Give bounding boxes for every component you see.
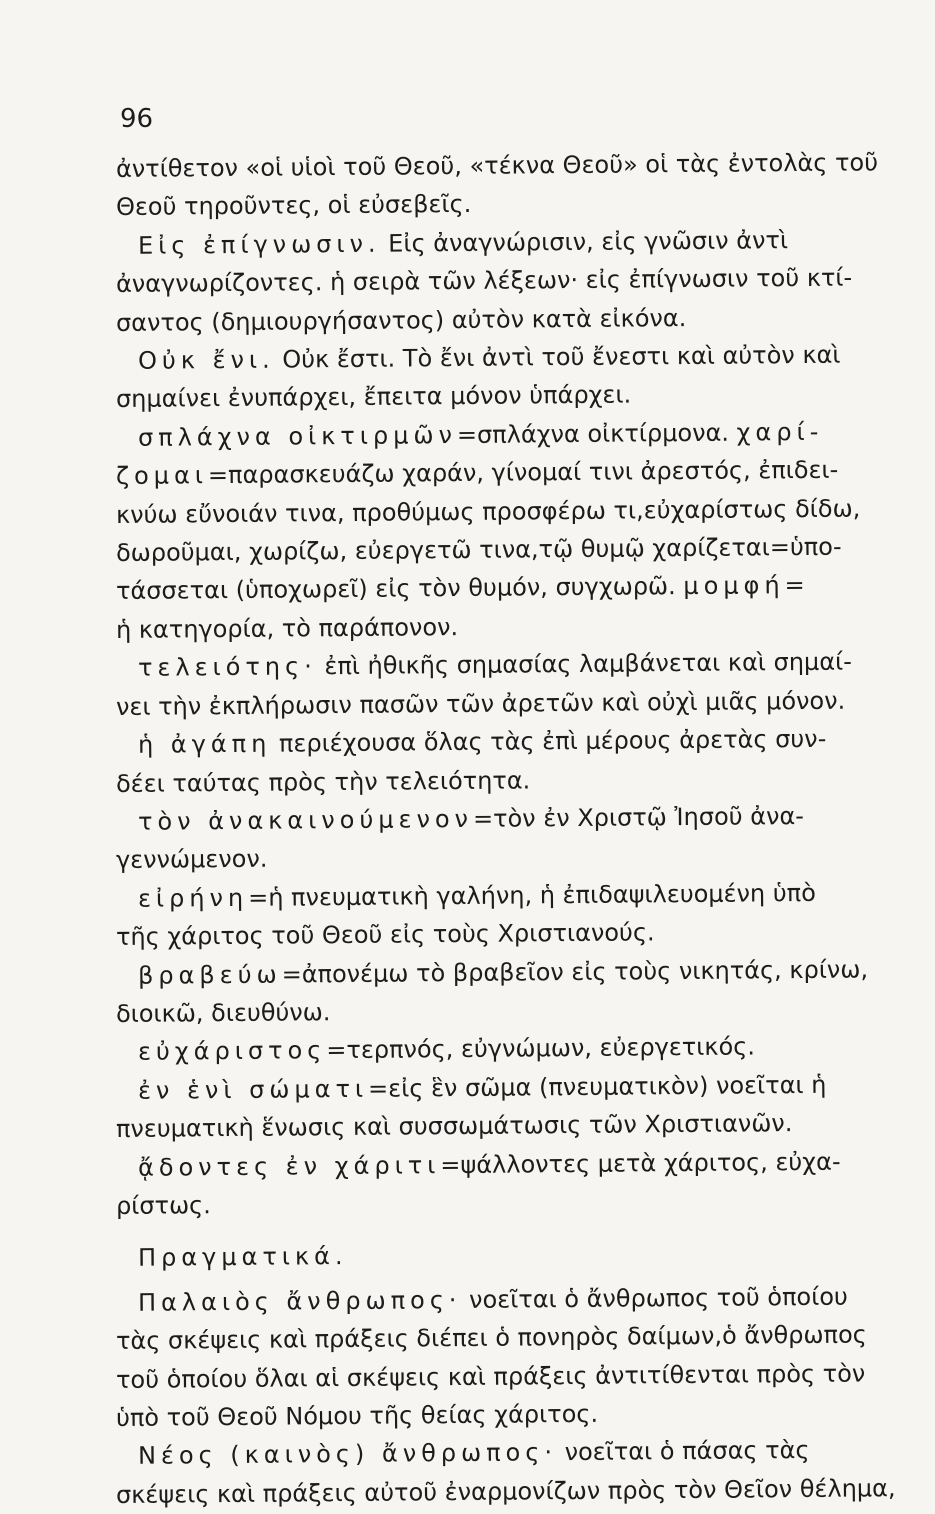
spaced-term: Νέος (καινὸς) ἄνθρωπος· [137, 1438, 558, 1471]
spaced-term: ζομαι [115, 461, 209, 491]
line-text: =σπλάχνα οἰκτίρμονα. [456, 418, 737, 449]
line-text: σαντος (δημιουργήσαντος) αὐτὸν κατὰ εἰκόνα. [115, 303, 687, 337]
line-text: ρίστως. [115, 1191, 211, 1220]
line-text: Θεοῦ τηροῦντες, οἱ εὐσεβεῖς. [115, 190, 472, 222]
line-text: =εἰς ἓν σῶμα (πνευματικὸν) νοεῖται ἡ [367, 1070, 827, 1103]
line-text: =τερπνός, εὐγνώμων, εὐεργετικός. [326, 1032, 756, 1065]
text-line [116, 719, 896, 764]
spaced-term: Εἰς ἐπίγνωσιν. [137, 229, 381, 260]
line-text: ἀναγνωρίζοντες. ἡ σειρὰ τῶν λέξεων· εἰς ἐπίγνωσιν τοῦ κτί- [115, 263, 853, 299]
spaced-term: σπλάχνα οἰκτιρμῶν [137, 420, 458, 452]
line-text: σημαίνει ἐνυπάρχει, ἔπειτα μόνον ὑπάρχει. [115, 380, 632, 414]
line-text: νει τὴν ἐκπλήρωσιν πασῶν τῶν ἀρετῶν καὶ οὐχὶ μιᾶς μόνον. [115, 686, 846, 721]
line-text: =τὸν ἐν Χριστῷ Ἰησοῦ ἀνα- [472, 801, 805, 833]
line-text: τάσσεται (ὑποχωρεῖ) εἰς τὸν θυμόν, συγχωρῶ. [115, 572, 684, 606]
line-text: διοικῶ, διευθύνω. [115, 998, 331, 1028]
text-line [116, 1142, 896, 1187]
line-text: νοεῖται ὁ ἄνθρωπος τοῦ ὁποίου [461, 1282, 848, 1314]
line-text: τοῦ ὁποίου ὅλαι αἱ σκέψεις καὶ πράξεις ἀντιτίθενται πρὸς τὸν [115, 1359, 866, 1394]
text-line [116, 374, 896, 419]
page-number: 96 [120, 104, 154, 134]
line-text: τὰς σκέψεις καὶ πράξεις διέπει ὁ πονηρὸς δαίμων,ὁ ἄνθρωπος [115, 1320, 867, 1356]
line-text: = [784, 571, 805, 600]
line-text: σκέψεις καὶ πράξεις αὐτοῦ ἐναρμονίζων πρὸς τὸν Θεῖον θέλημα, [115, 1474, 896, 1509]
spaced-term: τὸν ἀνακαινούμενον [137, 804, 474, 836]
spaced-term: Οὐκ ἔνι. [137, 345, 275, 375]
spaced-term: εὐχάριστος [137, 1036, 327, 1067]
spaced-term: Παλαιὸς ἄνθρωπος· [137, 1285, 462, 1317]
glossary-section [116, 150, 896, 1225]
line-text: Εἰς ἀναγνώρισιν, εἰς γνῶσιν ἀντὶ [380, 225, 789, 258]
line-text: γεννώμενον. [115, 844, 268, 875]
line-text: ἐπὶ ἠθικῆς σημασίας λαμβάνεται καὶ σημαί- [316, 647, 852, 681]
text-line [116, 1354, 896, 1399]
spaced-term: ᾄδοντες ἐν χάριτι [137, 1150, 441, 1182]
line-text: ἡ κατηγορία, τὸ παράπονον. [115, 612, 459, 644]
text-line [116, 1431, 896, 1476]
line-text: =ἡ πνευματικὴ γαλήνη, ἡ ἐπιδαψιλευομένη ὑπὸ [248, 878, 816, 912]
spaced-term: τελειότης· [137, 652, 317, 683]
spaced-term: ἐν ἑνὶ σώματι [137, 1074, 369, 1105]
text-line [116, 1315, 896, 1360]
line-text: ὑπὸ τοῦ Θεοῦ Νόμου τῆς θείας χάριτος. [115, 1399, 599, 1432]
line-text: νοεῖται ὁ πάσας τὰς [556, 1436, 810, 1467]
pragmatika-section [116, 1284, 896, 1514]
line-text: Οὐκ ἔστι. Τὸ ἔνι ἀντὶ τοῦ ἔνεστι καὶ αὐτὸν καὶ [274, 340, 841, 374]
line-text: =ἀπονέμω τὸ βραβεῖον εἰς τοὺς νικητάς, κρίνω, [281, 954, 869, 989]
text-line [116, 566, 896, 611]
line-text: =παρασκευάζω χαράν, γίνομαί τινι ἀρεστός, ἐπιδει- [207, 455, 839, 490]
text-line [116, 758, 896, 803]
text-line [116, 911, 896, 956]
text-line [116, 950, 896, 995]
spaced-term: χαρί- [736, 417, 824, 447]
text-line [116, 182, 896, 227]
text-line [116, 642, 896, 687]
line-text: ἀντίθετον «οἱ υἱοὶ τοῦ Θεοῦ, «τέκνα Θεοῦ» οἱ τὰς ἐντολὰς τοῦ [115, 148, 879, 183]
text-line [116, 450, 896, 495]
text-line [116, 258, 896, 303]
text-line [116, 1027, 896, 1072]
line-text: περιέχουσα ὅλας τὰς ἐπὶ μέρους ἀρετὰς συν- [271, 724, 827, 758]
text-line [116, 1103, 896, 1148]
line-text: δέει ταύτας πρὸς τὴν τελειότητα. [115, 765, 531, 798]
line-text: τῆς χάριτος τοῦ Θεοῦ εἰς τοὺς Χριστιανούς. [115, 918, 655, 952]
text-line [116, 1180, 896, 1225]
text-line [116, 835, 896, 880]
spaced-term: μομφή [683, 571, 785, 601]
line-text: =ψάλλοντες μετὰ χάριτος, εὐχα- [440, 1147, 841, 1179]
line-text: πνευματικὴ ἕνωσις καὶ συσσωμάτωσις τῶν Χριστιανῶν. [115, 1109, 793, 1144]
spaced-term: βραβεύω [137, 960, 282, 990]
spaced-term: ἡ ἀγάπη [137, 729, 272, 759]
line-text: δωροῦμαι, χωρίζω, εὐεργετῶ τινα,τῷ θυμῷ χαρίζεται=ὑπο- [115, 532, 842, 568]
text-line [116, 1469, 896, 1514]
section-heading: Πραγματικά. [137, 1242, 348, 1273]
text-body [116, 150, 896, 1514]
spaced-term: εἰρήνη [137, 883, 249, 913]
line-text: κνύω εὔνοιάν τινα, προθύμως προσφέρω τι,εὐχαρίστως δίδω, [115, 494, 861, 529]
